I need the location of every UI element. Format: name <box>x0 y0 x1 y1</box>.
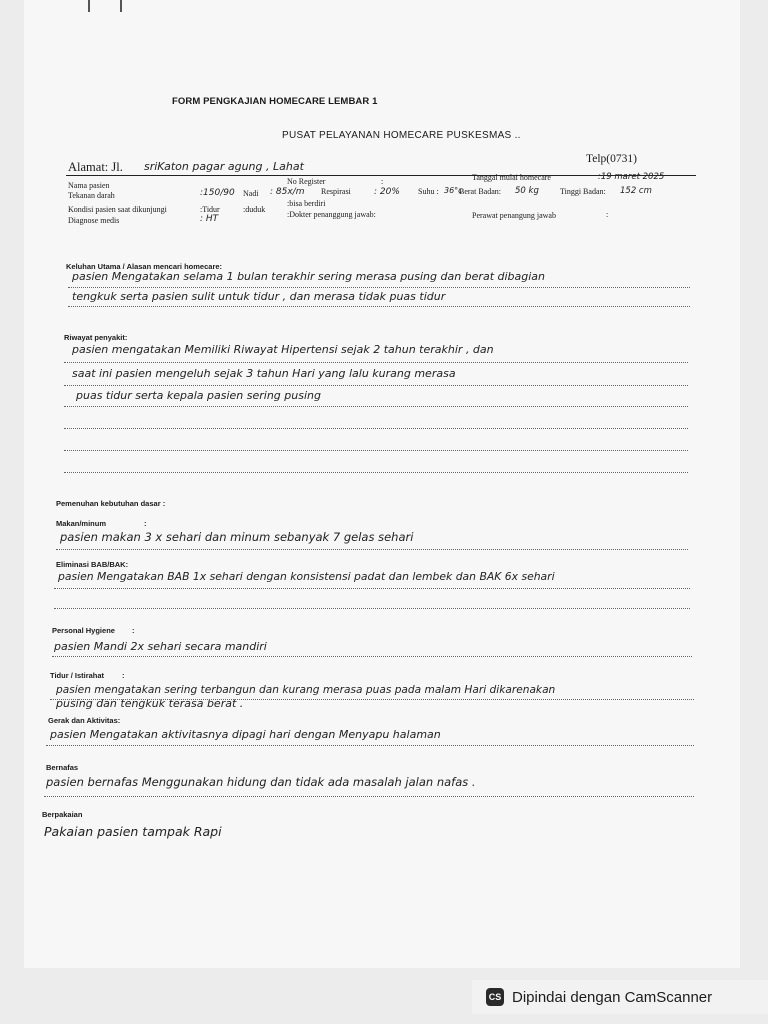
tidur-label: Tidur / Istirahat <box>50 671 105 680</box>
duduk-option: :duduk <box>243 205 266 214</box>
keluhan-line-2: tengkuk serta pasien sulit untuk tidur , dan merasa tidak puas tidur <box>72 290 446 303</box>
makan-label: Makan/minum <box>56 519 107 528</box>
gerak-value: pasien Mengatakan aktivitasnya dipagi hari dengan Menyapu halaman <box>50 728 441 741</box>
dotted-line <box>64 472 688 473</box>
diagnose-label: Diagnose medis <box>68 216 120 225</box>
camscanner-text: Dipindai dengan CamScanner <box>512 988 713 1006</box>
keluhan-line-1: pasien Mengatakan selama 1 bulan terakhir sering merasa pusing dan berat dibagian <box>72 270 546 283</box>
tanggal-label: Tanggal mulai homecare <box>472 173 551 182</box>
nadi-value: : 85x/m <box>270 187 305 197</box>
perawat-label: Perawat penangung jawab <box>472 211 556 220</box>
hygiene-colon: : <box>132 626 135 635</box>
tinggi-badan-label: Tinggi Badan: <box>560 187 606 196</box>
riwayat-line-1: pasien mengatakan Memiliki Riwayat Hipertensi sejak 2 tahun terakhir , dan <box>72 343 494 356</box>
makan-value: pasien makan 3 x sehari dan minum sebanyak 7 gelas sehari <box>60 530 414 544</box>
tidur-option: :Tidur <box>200 205 220 214</box>
riwayat-line-2: saat ini pasien mengeluh sejak 3 tahun Hari yang lalu kurang merasa <box>72 367 456 380</box>
dotted-line <box>54 608 690 609</box>
dotted-line <box>64 362 688 363</box>
bisa-berdiri-option: :bisa berdiri <box>287 199 326 208</box>
eliminasi-value: pasien Mengatakan BAB 1x sehari dengan konsistensi padat dan lembek dan BAK 6x sehari <box>58 570 555 583</box>
dokter-label: :Dokter penanggung jawab: <box>287 210 376 219</box>
dotted-line <box>54 588 690 589</box>
perawat-colon: : <box>606 210 609 219</box>
telp-label: Telp(0731) <box>586 153 637 165</box>
dotted-line <box>64 450 688 451</box>
dotted-line <box>46 745 694 746</box>
bernafas-value: pasien bernafas Menggunakan hidung dan tidak ada masalah jalan nafas . <box>46 775 476 789</box>
tidur-line-2: pusing dan tengkuk terasa berat . <box>56 697 244 710</box>
diagnose-value: : HT <box>200 214 219 224</box>
tanggal-value: :19 maret 2025 <box>598 172 665 182</box>
respirasi-value: : 20% <box>374 187 400 197</box>
suhu-value: 36°c <box>444 186 463 195</box>
tidur-line-1: pasien mengatakan sering terbangun dan kurang merasa puas pada malam Hari dikarenakan <box>56 684 556 696</box>
camscanner-icon: CS <box>486 988 504 1006</box>
berpakaian-value: Pakaian pasien tampak Rapi <box>44 824 222 839</box>
dotted-line <box>64 428 688 429</box>
nadi-label: Nadi <box>243 189 259 198</box>
hygiene-label: Personal Hygiene <box>52 626 115 635</box>
suhu-label: Suhu : <box>418 187 439 196</box>
makan-colon: : <box>144 519 147 528</box>
tidur-colon: : <box>122 671 125 680</box>
berpakaian-label: Berpakaian <box>42 810 83 819</box>
pemenuhan-label: Pemenuhan kebutuhan dasar : <box>56 499 166 508</box>
scanned-form-page <box>24 0 740 968</box>
alamat-value: sriKaton pagar agung , Lahat <box>144 160 304 173</box>
berat-badan-value: 50 kg <box>515 186 539 196</box>
dotted-line <box>68 287 690 288</box>
hygiene-value: pasien Mandi 2x sehari secara mandiri <box>54 640 267 653</box>
dotted-line <box>68 306 690 307</box>
tinggi-badan-value: 152 cm <box>620 186 652 196</box>
tekanan-darah-label: Tekanan darah <box>68 191 115 200</box>
riwayat-label: Riwayat penyakit: <box>64 333 128 342</box>
respirasi-label: Respirasi <box>321 187 351 196</box>
dotted-line <box>64 406 688 407</box>
dotted-line <box>64 385 688 386</box>
no-register-colon: : <box>381 177 384 186</box>
dotted-line <box>44 796 694 797</box>
tekanan-darah-value: :150/90 <box>200 188 235 198</box>
alamat-label: Alamat: Jl. <box>68 160 123 174</box>
dotted-line <box>52 656 692 657</box>
center-title: PUSAT PELAYANAN HOMECARE PUSKESMAS .. <box>282 130 521 141</box>
gerak-label: Gerak dan Aktivitas: <box>48 716 121 725</box>
corner-mark <box>88 0 122 12</box>
camscanner-watermark <box>472 980 768 1014</box>
no-register-label: No Register <box>287 177 326 186</box>
form-title: FORM PENGKAJIAN HOMECARE LEMBAR 1 <box>172 96 378 107</box>
riwayat-line-3: puas tidur serta kepala pasien sering pusing <box>76 389 321 402</box>
berat-badan-label: Berat Badan: <box>459 187 501 196</box>
eliminasi-label: Eliminasi BAB/BAK: <box>56 560 129 569</box>
bernafas-label: Bernafas <box>46 763 79 772</box>
keluhan-label: Keluhan Utama / Alasan mencari homecare: <box>66 262 223 271</box>
dotted-line <box>56 549 688 550</box>
dotted-line <box>50 699 694 700</box>
kondisi-label: Kondisi pasien saat dikunjungi <box>68 205 167 214</box>
nama-pasien-label: Nama pasien <box>68 181 110 190</box>
